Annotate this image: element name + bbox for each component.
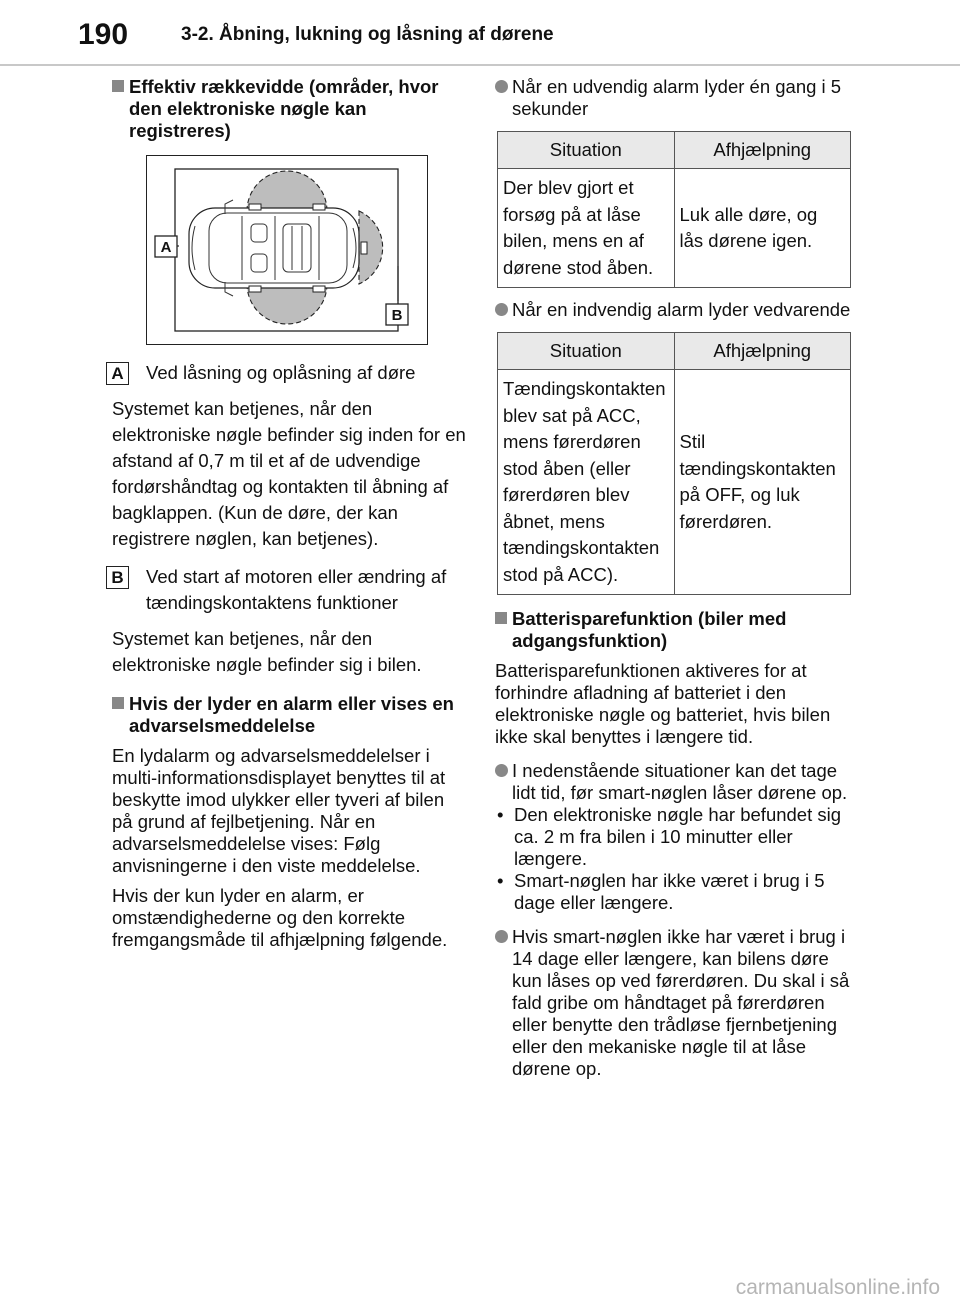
legend-text-a: Ved låsning og oplåsning af døre: [146, 362, 416, 383]
square-bullet-icon: [112, 697, 124, 709]
bullet-14-days: [495, 926, 855, 1080]
sub-bullet-unused: [495, 870, 855, 914]
sub-bullet-text: Den elektroniske nøgle har befundet sig ca. 2 m fra bilen i 10 minutter eller længere.: [514, 804, 842, 869]
circle-bullet-icon: [495, 303, 508, 316]
circle-bullet-icon: [495, 80, 508, 93]
left-column: [112, 76, 468, 951]
table-header-situation: Situation: [498, 132, 675, 169]
range-diagram: [146, 155, 428, 345]
legend-item-b: [112, 564, 468, 616]
paragraph-alarm-intro: En lydalarm og advarselsmeddelelser i multi-informationsdisplayet benyttes til at beskytte imod ulykker eller tyveri af bilen på grund af fejlbetjening. Når en advarselsmeddelelse vises: Følg anvisningerne i den viste meddelelse.: [112, 745, 446, 876]
section-heading-range: [112, 76, 468, 142]
bullet-text: Når en udvendig alarm lyder én gang i 5 sekunder: [512, 76, 842, 119]
bullet-delay: [495, 760, 855, 804]
square-bullet-icon: [112, 80, 124, 92]
bullet-text: I nedenstående situationer kan det tage lidt tid, før smart-nøglen låser dørene op.: [512, 760, 848, 803]
alarm-table-indoor: [497, 332, 851, 595]
page-number: 190: [78, 18, 129, 51]
bullet-dot: •: [497, 870, 504, 891]
paragraph-battery: Batterisparefunktionen aktiveres for at forhindre afladning af batteriet i den elektroniske nøgle og batteriet, hvis bilen ikke skal benyttes i længere tid.: [495, 660, 831, 747]
sub-bullet-text: Smart-nøglen har ikke været i brug i 5 dage eller længere.: [514, 870, 825, 913]
diagram-label-a: A: [160, 239, 172, 256]
legend-label-a: A: [106, 362, 129, 385]
section-heading-text: Batterisparefunktion (biler med adgangsfunktion): [512, 608, 787, 651]
section-heading-text: Hvis der lyder en alarm eller vises en advarselsmeddelelse: [129, 693, 454, 736]
table-header-situation: Situation: [498, 333, 675, 370]
bullet-indoor-alarm: [495, 299, 855, 321]
table-cell-situation: Tændingskontakten blev sat på ACC, mens førerdøren stod åben (eller førerdøren blev åbnet, mens tændingskontakten stod på ACC).: [498, 370, 675, 595]
bullet-dot: •: [497, 804, 504, 825]
paragraph-range-b: Systemet kan betjenes, når den elektroniske nøgle befinder sig i bilen.: [112, 628, 422, 675]
square-bullet-icon: [495, 612, 507, 624]
table-row: [498, 169, 851, 288]
watermark: carmanualsonline.info: [735, 1276, 940, 1299]
legend-item-a: [112, 360, 468, 386]
table-header-remedy: Afhjælpning: [674, 333, 851, 370]
table-cell-remedy: Luk alle døre, og lås dørene igen.: [674, 169, 851, 288]
alarm-table-outdoor: [497, 131, 851, 288]
section-heading-battery: [495, 608, 855, 652]
header-divider: [0, 64, 960, 66]
paragraph-range-a: Systemet kan betjenes, når den elektroniske nøgle befinder sig inden for en afstand af 0,7 m til et af de udvendige fordørshåndtag og kontakten til åbning af bagklappen. (Kun de døre, der kan registrere nøglen, kan betjenes).: [112, 398, 466, 549]
section-heading-text: Effektiv rækkevidde (områder, hvor den elektroniske nøgle kan registreres): [129, 76, 439, 141]
section-heading-alarm: [112, 693, 468, 737]
circle-bullet-icon: [495, 930, 508, 943]
bullet-text: Når en indvendig alarm lyder vedvarende: [512, 299, 851, 320]
car-top-view-illustration: [147, 156, 427, 344]
sub-bullet-distance: [495, 804, 855, 870]
circle-bullet-icon: [495, 764, 508, 777]
chapter-title: 3-2. Åbning, lukning og låsning af dørene: [181, 24, 554, 45]
legend-text-b: Ved start af motoren eller ændring af tændingskontaktens funktioner: [146, 566, 447, 613]
bullet-text: Hvis smart-nøglen ikke har været i brug i 14 dage eller længere, kan bilens døre kun låses op ved førerdøren. Du skal i så fald gribe om håndtaget på førerdøren eller benytte den trådløse fjernbetjening eller den mekaniske nøgle til at låse dørene op.: [512, 926, 850, 1079]
bullet-outdoor-alarm: [495, 76, 855, 120]
table-row: [498, 370, 851, 595]
table-header-remedy: Afhjælpning: [674, 132, 851, 169]
table-cell-situation: Der blev gjort et forsøg på at låse bilen, mens en af dørene stod åben.: [498, 169, 675, 288]
right-column: [495, 76, 855, 1080]
diagram-label-b: B: [391, 307, 403, 324]
paragraph-alarm-remedy: Hvis der kun lyder en alarm, er omstændighederne og den korrekte fremgangsmåde til afhjælpning følgende.: [112, 885, 448, 950]
legend-label-b: B: [106, 566, 129, 589]
table-cell-remedy: Stil tændingskontakten på OFF, og luk førerdøren.: [674, 370, 851, 595]
